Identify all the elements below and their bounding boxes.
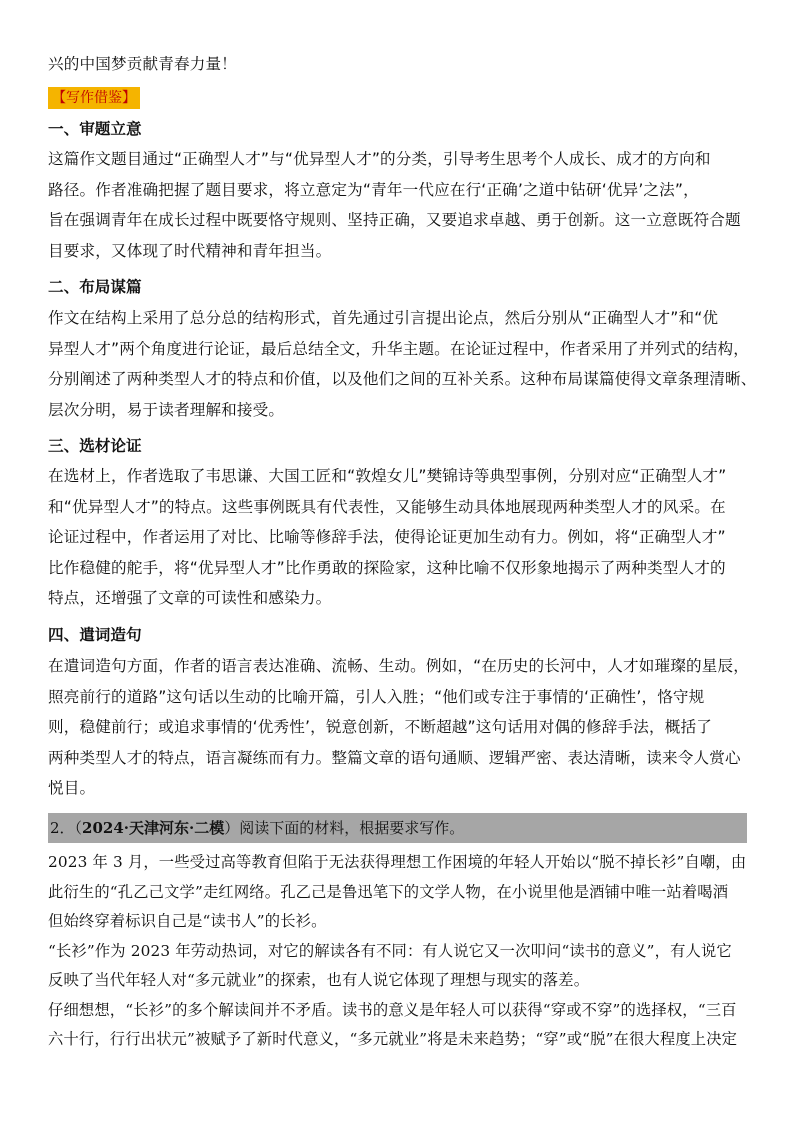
section-body: 在选材上，作者选取了韦思谦、大国工匠和“敦煌女儿”樊锦诗等典型事例，分别对应“正确型人才” 和“优异型人才”的特点。这些事例既具有代表性，又能够生动具体地展现两种类型人才的风采。在 论证过程中，作者运用了对比、比喻等修辞手法，使得论证更加生动有力。例如，将“正确型人才” 比作稳健的舵手，将“优异型人才”比作勇敢的探险家，这种比喻不仅形象地揭示了两种类型人才的 特点，还增强了文章的可读性和感染力。 <box>48 467 727 607</box>
section-layout <box>48 275 754 299</box>
question-number: 2．（ <box>50 819 83 837</box>
writing-reference-tag: 【写作借鉴】 <box>48 87 140 109</box>
question-material: 2023 年 3 月，一些受过高等教育但陷于无法获得理想工作困境的年轻人开始以“脱不掉长衫”自嘲，由 此衍生的“孔乙己文学”走红网络。孔乙己是鲁迅笔下的文学人物，在小说里他是酒铺中唯一站着喝酒 但始终穿着标识自己是“读书人”的长衫。 “长衫”作为 2023 年劳动热词，对它的解读各有不同：有人说它又一次叩问“读书的意义”，有人说它 反映了当代年轻人对“多元就业”的探索，也有人说它体现了理想与现实的落差。 仔细想想，“长衫”的多个解读间并不矛盾。读书的意义是年轻人可以获得“穿或不穿”的选择权，“三百 六十行，行行出状元”被赋予了新时代意义，“多元就业”将是未来趋势；“穿”或“脱”在很大程度上决定 <box>48 853 747 1048</box>
section-wording <box>48 623 754 647</box>
section-body: 在遣词造句方面，作者的语言表达准确、流畅、生动。例如，“在历史的长河中，人才如璀璨的星辰， 照亮前行的道路”这句话以生动的比喻开篇，引人入胜；“他们或专注于事情的‘正确性’，恪守规 则，稳健前行；或追求事情的‘优秀性’，锐意创新，不断超越”这句话用对偶的修辞手法，概括了 两种类型人才的特点，语言凝练而有力。整篇文章的语句通顺、逻辑严密、表达清晰，读来令人赏心 悦目。 <box>48 657 749 797</box>
section-material <box>48 434 754 458</box>
section-body: 这篇作文题目通过“正确型人才”与“优异型人才”的分类，引导考生思考个人成长、成才的方向和 路径。作者准确把握了题目要求，将立意定为“青年一代应在行‘正确’之道中钻研‘优异’之法”， 旨在强调青年在成长过程中既要恪守规则、坚持正确，又要追求卓越、勇于创新。这一立意既符合题 目要求，又体现了时代精神和青年担当。 <box>48 150 741 260</box>
section-heading: 三、选材论证 <box>48 437 142 455</box>
continued-line: 兴的中国梦贡献青春力量！ <box>48 55 237 73</box>
question-source: 2024·天津河东·二模 <box>82 819 225 837</box>
section-review-topic <box>48 117 754 141</box>
question-header <box>48 813 747 843</box>
question-instruction: ）阅读下面的材料，根据要求写作。 <box>224 819 465 837</box>
section-body: 作文在结构上采用了总分总的结构形式，首先通过引言提出论点，然后分别从“正确型人才”和“优 异型人才”两个角度进行论证，最后总结全文，升华主题。在论证过程中，作者采用了并列式的结构， 分别阐述了两种类型人才的特点和价值，以及他们之间的互补关系。这种布局谋篇使得文章条理清晰、 层次分明，易于读者理解和接受。 <box>48 309 757 419</box>
section-heading: 二、布局谋篇 <box>48 278 142 296</box>
section-heading: 四、遣词造句 <box>48 626 142 644</box>
section-heading: 一、审题立意 <box>48 120 142 138</box>
